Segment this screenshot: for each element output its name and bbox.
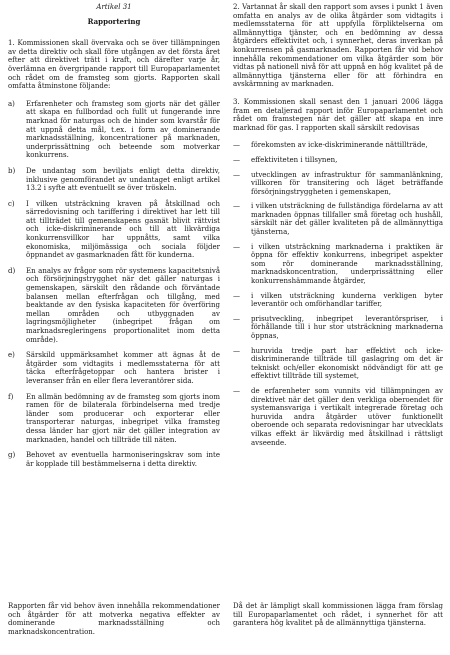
item-text: Erfarenheter och framsteg som gjorts när det gäller att skapa en fullbordad och fullt ut fungerande inre marknad för naturgas och de hinder som kvarstår för att uppnå detta mål, t.ex. i form av dominerande marknadsställning, koncentrationer på marknaden, underprissättning och beteende som motverkar konkurrens. (26, 99, 220, 160)
dash-item (233, 347, 443, 381)
dash-mark: — (233, 386, 240, 395)
left-column (8, 3, 220, 475)
dash-mark: — (233, 202, 240, 211)
dash-item (233, 156, 443, 165)
list-item (8, 451, 220, 468)
item-text: En analys av frågor som rör systemens kapacitetsnivå och försörjningstrygghet när det gäller naturgas i gemenskapen, särskilt den rådande och förväntade balansen mellan efterfrågan och tillgång, med beaktande av den fysiska kapaciteten för överföring mellan områden och utbyggnaden av lagringsmöjligheter (inbegripet frågan om marknadsregleringens proportionalitet inom detta område). (26, 266, 220, 344)
item-text: En allmän bedömning av de framsteg som gjorts inom ramen för de bilaterala förbindelserna med tredje länder som producerar och exporterar eller transporterar naturgas, inbegripet vilka framsteg dessa länder har gjort när det gäller integration av marknaden, handel och tillträde till näten. (26, 392, 220, 444)
list-item (8, 167, 220, 193)
dash-item (233, 292, 443, 309)
item-label: c) (8, 199, 15, 208)
item-text: Särskild uppmärksamhet kommer att ägnas åt de åtgärder som vidtagits i medlemsstaterna för att täcka efterfrågetoppar och hantera brister i leveranser från en eller flera leverantörer sida. (26, 351, 220, 385)
item-label: e) (8, 351, 15, 360)
article-title: Rapportering (87, 16, 141, 26)
item-text: Behovet av eventuella harmoniseringskrav som inte är kopplade till bestämmelserna i detta direktiv. (26, 451, 220, 468)
item-list (8, 100, 220, 469)
item-text: I vilken utsträckning kraven på åtskillnad och särredovisning och tariffering i direktivet har lett till att tillträdet till gemenskapens gasnät blivit rättvist och icke-diskriminerande och till att likvärdiga konkurrensvillkor har uppnåtts, samt vilka ekonomiska, miljömässiga och sociala följder öppnandet av gasmarknaden fått för kunderna. (26, 199, 220, 260)
dash-list (233, 141, 443, 447)
item-label: b) (8, 166, 16, 175)
dash-item (233, 141, 443, 150)
dash-text: effektiviteten i tillsynen, (251, 155, 338, 164)
dash-text: de erfarenheter som vunnits vid tillämpningen av direktivet när det gäller den verkliga oberoendet för systemansvariga i vertikalt integrerade företag och huruvida andra åtgärder utöver funktionellt oberoende och separata redovisningar har utvecklats vilkas effekt är likvärdig med åtskillnad i rättsligt avseende. (251, 386, 443, 447)
paragraph-1: 1. Kommissionen skall övervaka och se över tillämpningen av detta direktiv och skall före utgången av det första året efter att direktivet trätt i kraft, och därefter varje år, överlämna en övergripande rapport till Europaparlamentet och rådet om de framsteg som gjorts. Rapporten skall omfatta åtminstone följande: (8, 39, 220, 91)
dash-mark: — (233, 141, 240, 150)
item-text: De undantag som beviljats enligt detta direktiv, inklusive genomförandet av undantaget enligt artikel 13.2 i syfte att eventuellt se över tröskeln. (26, 166, 220, 193)
list-item (8, 393, 220, 445)
dash-mark: — (233, 155, 240, 164)
right-closing-paragraph: Då det är lämpligt skall kommissionen lägga fram förslag till Europaparlamentet och rådet, i synnerhet för att garantera hög kvalitet på de allmännyttiga tjänsterna. (233, 602, 443, 628)
dash-text: utvecklingen av infrastruktur för sammanlänkning, villkoren för transitering och läget beträffande försörjningstryggheten i gemenskapen, (251, 170, 443, 196)
item-label: a) (8, 99, 15, 108)
dash-mark: — (233, 242, 240, 251)
dash-item (233, 171, 443, 197)
dash-text: i vilken utsträckning de fullständiga fördelarna av att marknaden öppnas tillfaller små företag och hushåll, särskilt när det gäller kvaliteten på de allmännyttiga tjänsterna, (251, 202, 443, 237)
item-label: d) (8, 266, 16, 275)
item-label: f) (8, 392, 14, 401)
left-closing-paragraph: Rapporten får vid behov även innehålla rekommendationer och åtgärder för att motverka negativa effekter av dominerande marknadsställning och marknadskoncentration. (8, 602, 220, 636)
dash-mark: — (233, 291, 240, 300)
item-label: g) (8, 451, 16, 460)
right-column (233, 3, 443, 453)
list-item (8, 351, 220, 385)
list-item (8, 100, 220, 160)
dash-item (233, 243, 443, 286)
dash-text: i vilken utsträckning marknaderna i praktiken är öppna för effektiv konkurrens, inbegripet aspekter som rör dominerande marknadsställning, marknadskoncentration, underprissättning eller konkurrenshämmande åtgärder, (251, 242, 443, 286)
list-item (8, 267, 220, 344)
dash-item (233, 315, 443, 341)
paragraph-3: 3. Kommissionen skall senast den 1 januari 2006 lägga fram en detaljerad rapport inför Europaparlamentet och rådet om framstegen när det gäller att skapa en inre marknad för gas. I rapporten skall särskilt redovisas (233, 97, 443, 132)
dash-text: huruvida tredje part har effektivt och icke-diskriminerande tillträde till gaslagring om det är tekniskt och/eller ekonomiskt nödvändigt för att ge effektivt tillträde till systemet, (251, 346, 443, 381)
list-item (8, 200, 220, 260)
dash-item (233, 202, 443, 236)
dash-text: i vilken utsträckning kunderna verkligen byter leverantör och omförhandlar tariffer, (251, 291, 443, 309)
dash-mark: — (233, 314, 240, 323)
paragraph-2: 2. Vartannat år skall den rapport som avses i punkt 1 även omfatta en analys av de olika åtgärder som vidtagits i medlemsstaterna för att uppfylla förpliktelserna om allmännyttiga tjänster, och en bedömning av dessa åtgärders effektivitet och, i synnerhet, deras inverkan på konkurrensen på gasmarknaden. Rapporten får vid behov innehålla rekommendationer om vilka åtgärder som bör vidtas på nationell nivå för att uppnå en hög kvalitet på de allmännyttiga tjänsterna eller för att förhindra en avskärmning av marknaden. (233, 3, 443, 89)
dash-text: förekomsten av icke-diskriminerande nättillträde, (251, 141, 428, 150)
dash-text: prisutveckling, inbegripet leverantörspriser, i förhållande till i hur stor utsträckning marknaderna öppnas, (251, 314, 443, 340)
dash-mark: — (233, 346, 240, 355)
dash-mark: — (233, 170, 240, 179)
article-number: Artikel 31 (96, 3, 132, 11)
dash-item (233, 387, 443, 447)
